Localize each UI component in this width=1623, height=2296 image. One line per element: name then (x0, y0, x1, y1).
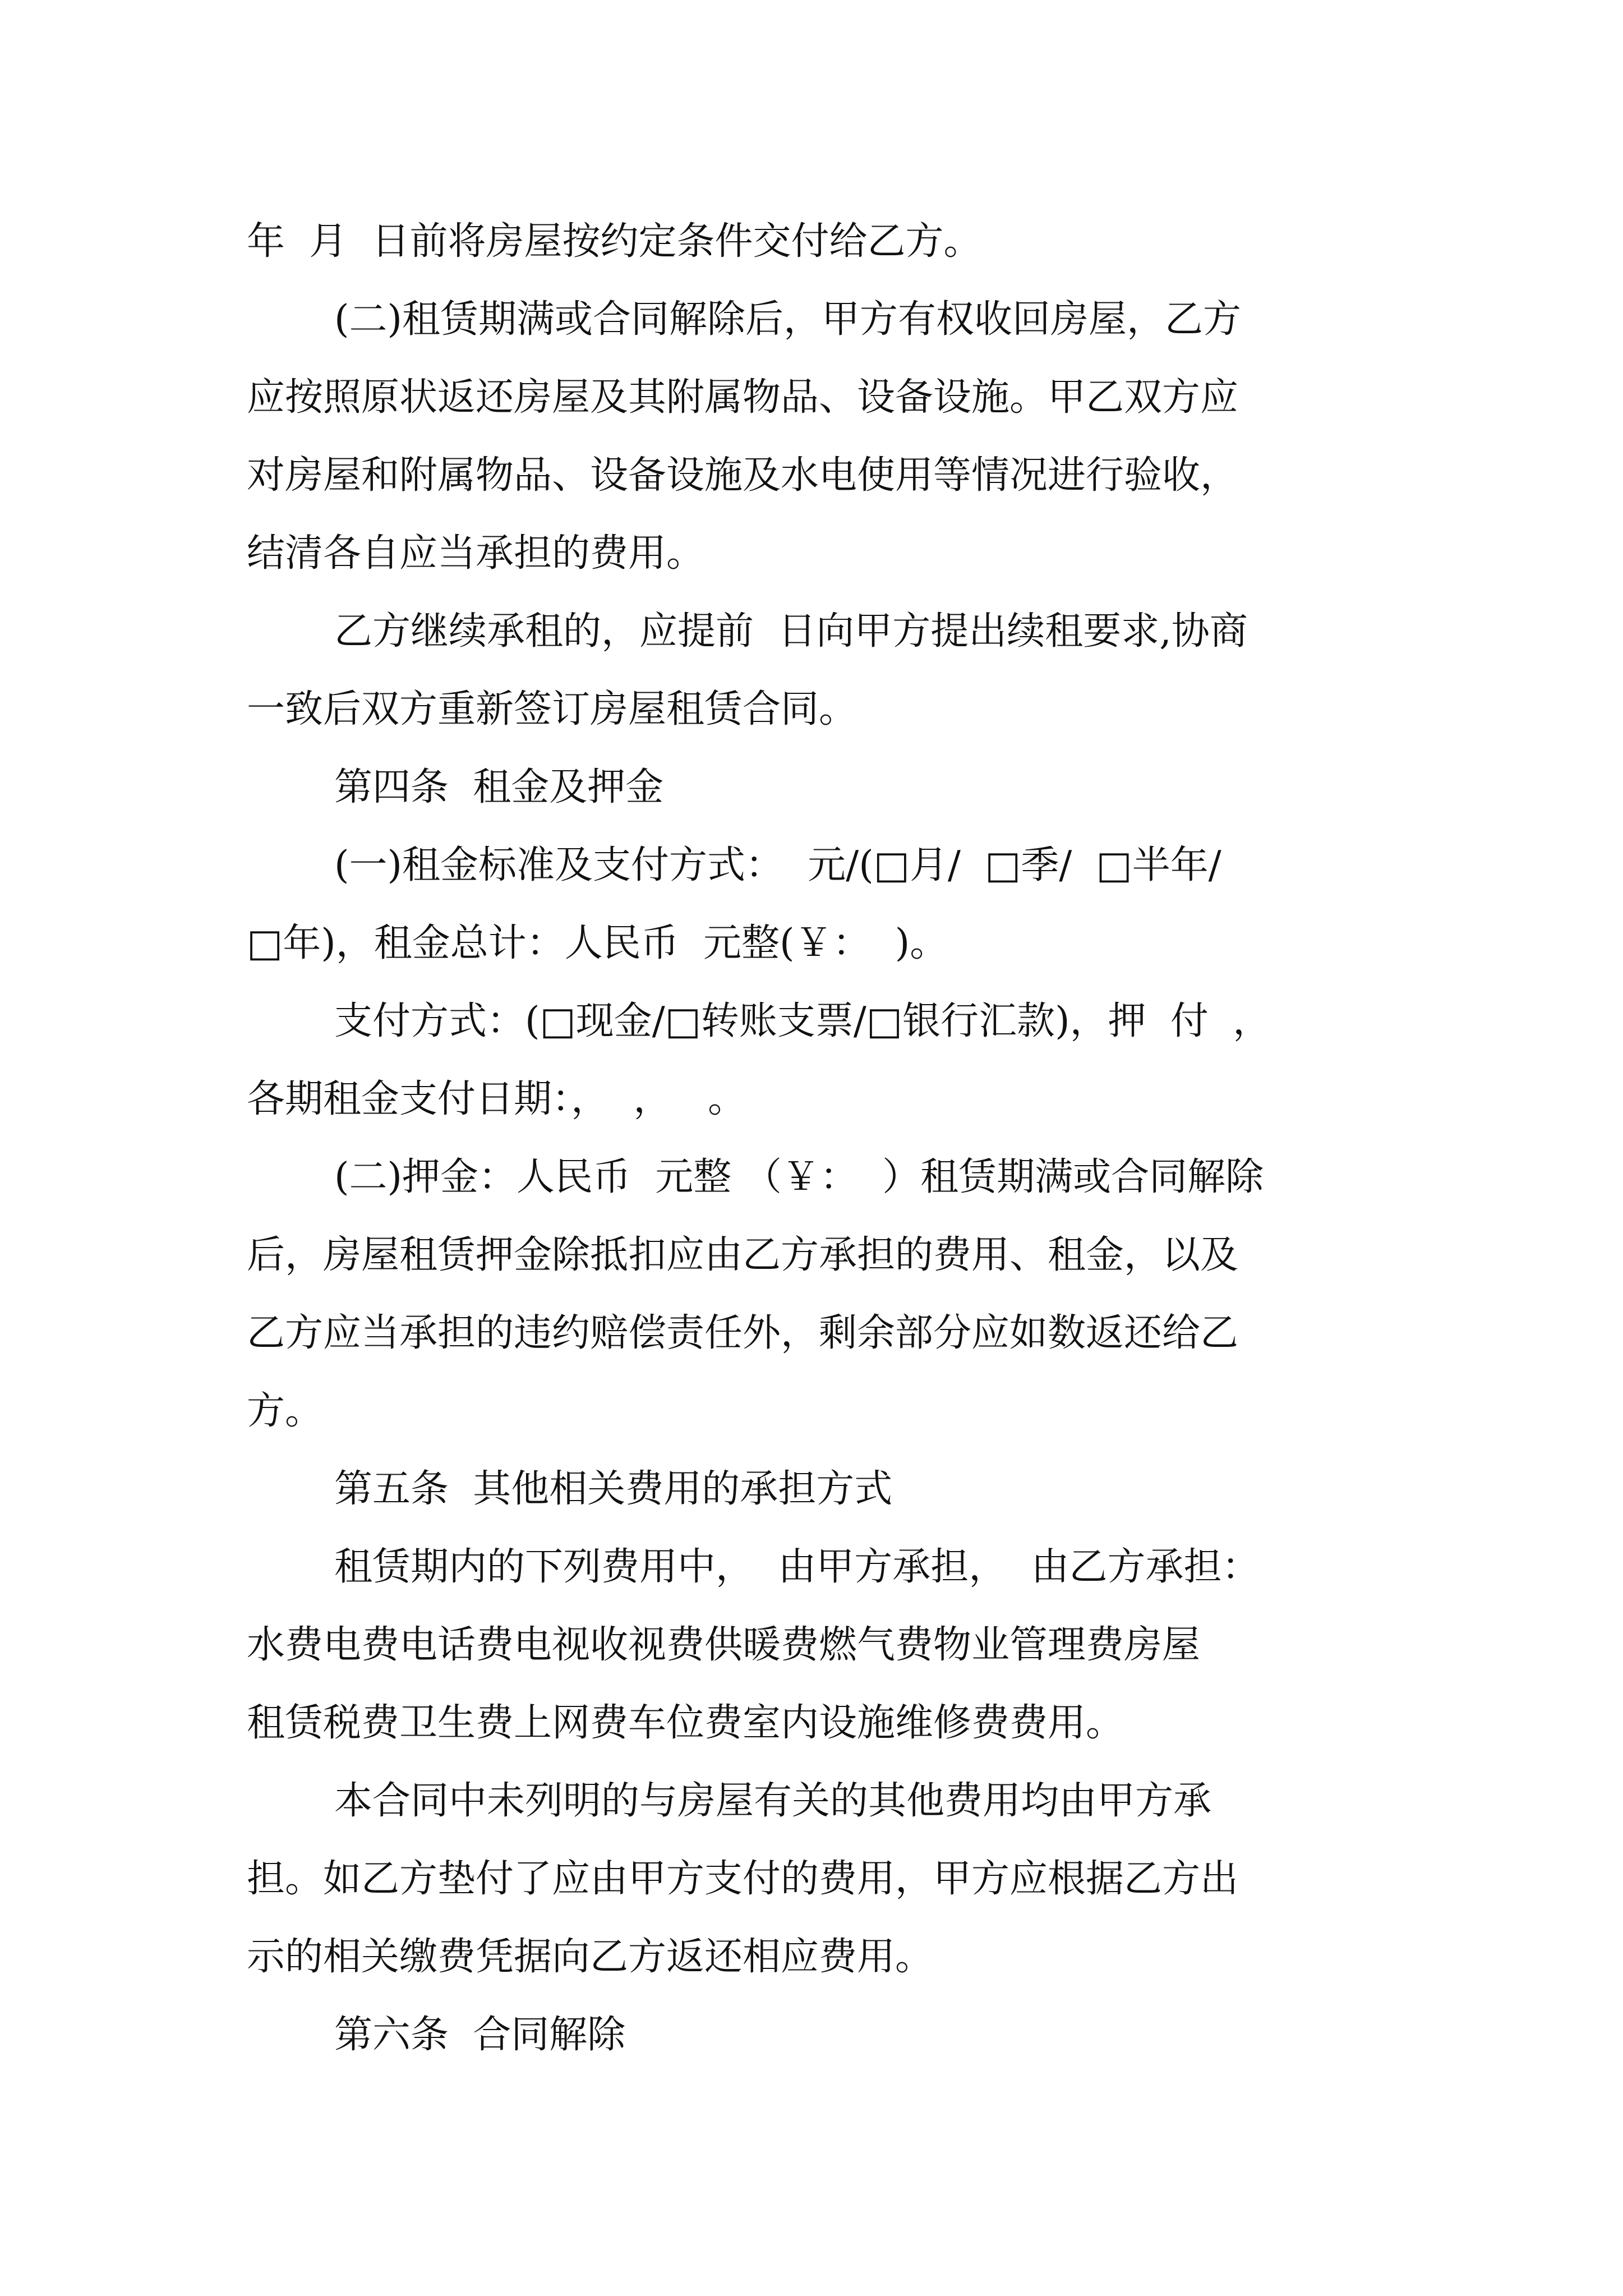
text-line: 租赁期内的下列费用中， 由甲方承担， 由乙方承担： (334, 1545, 1260, 1589)
text-line: (二)租赁期满或合同解除后，甲方有权收回房屋，乙方 (334, 297, 1242, 342)
text-line: 应按照原状返还房屋及其附属物品、设备设施。甲乙双方应 (247, 375, 1239, 420)
section-heading: 第五条 其他相关费用的承担方式 (334, 1467, 893, 1511)
section-heading: 第六条 合同解除 (334, 2013, 626, 2057)
text-line: □年)，租金总计：人民币 元整(￥： )。 (247, 921, 948, 965)
text-line: 方。 (247, 1389, 324, 1433)
text-line: 支付方式：(□现金/□转账支票/□银行汇款)，押 付 ， (334, 999, 1271, 1043)
text-line: (一)租金标准及支付方式： 元/(□月/ □季/ □半年/ (334, 843, 1221, 887)
text-line: 示的相关缴费凭据向乙方返还相应费用。 (247, 1935, 934, 1979)
text-line: 年 月 日前将房屋按约定条件交付给乙方。 (247, 219, 982, 264)
text-line: 水费电费电话费电视收视费供暖费燃气费物业管理费房屋 (247, 1623, 1201, 1667)
text-line: 结清各自应当承担的费用。 (247, 531, 705, 576)
text-line: 乙方应当承担的违约赔偿责任外，剩余部分应如数返还给乙 (247, 1311, 1239, 1355)
text-line: 担。如乙方垫付了应由甲方支付的费用，甲方应根据乙方出 (247, 1857, 1239, 1901)
text-line: 一致后双方重新签订房屋租赁合同。 (247, 687, 857, 731)
text-line: 乙方继续承租的，应提前 日向甲方提出续租要求,协商 (334, 609, 1248, 654)
text-line: 各期租金支付日期：， ， 。 (247, 1077, 746, 1121)
text-line: 对房屋和附属物品、设备设施及水电使用等情况进行验收， (247, 453, 1239, 498)
section-heading: 第四条 租金及押金 (334, 765, 664, 809)
text-line: 本合同中未列明的与房屋有关的其他费用均由甲方承 (334, 1779, 1212, 1823)
text-line: 后，房屋租赁押金除抵扣应由乙方承担的费用、租金，以及 (247, 1233, 1239, 1277)
text-line: 租赁税费卫生费上网费车位费室内设施维修费费用。 (247, 1701, 1124, 1745)
text-line: (二)押金：人民币 元整 （￥： ）租赁期满或合同解除 (334, 1155, 1264, 1199)
